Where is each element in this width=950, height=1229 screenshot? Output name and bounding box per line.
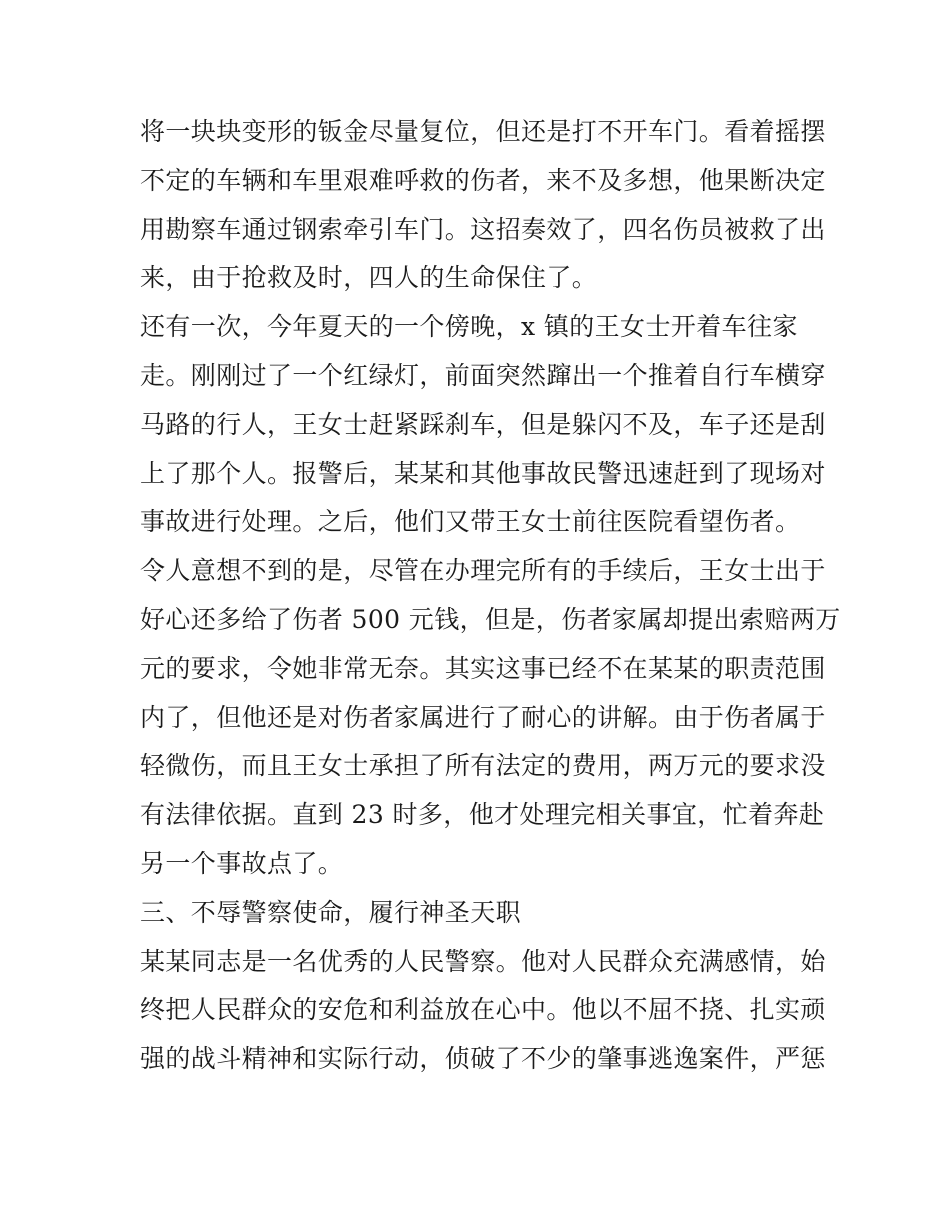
text-line: 走。刚刚过了一个红绿灯，前面突然蹿出一个推着自行车横穿 xyxy=(140,360,826,390)
text-line: 终把人民群众的安危和利益放在心中。他以不屈不挠、扎实顽 xyxy=(140,995,826,1025)
text-line: 元的要求，令她非常无奈。其实这事已经不在某某的职责范围 xyxy=(140,653,826,683)
document-body xyxy=(140,108,841,1084)
text-line: 另一个事故点了。 xyxy=(140,848,344,878)
text-line: 事故进行处理。之后，他们又带王女士前往医院看望伤者。 xyxy=(140,507,801,537)
text-line: 有法律依据。直到 23 时多，他才处理完相关事宜，忙着奔赴 xyxy=(140,800,825,830)
text-line: 某某同志是一名优秀的人民警察。他对人民群众充满感情，始 xyxy=(140,946,826,976)
text-line: 还有一次，今年夏天的一个傍晚，x 镇的王女士开着车往家 xyxy=(140,312,798,342)
text-line: 马路的行人，王女士赶紧踩刹车，但是躲闪不及，车子还是刮 xyxy=(140,409,826,439)
text-line: 来，由于抢救及时，四人的生命保住了。 xyxy=(140,263,598,293)
text-line: 好心还多给了伤者 500 元钱，但是，伤者家属却提出索赔两万 xyxy=(140,604,841,634)
text-line: 轻微伤，而且王女士承担了所有法定的费用，两万元的要求没 xyxy=(140,751,826,781)
text-line: 将一块块变形的钣金尽量复位，但还是打不开车门。看着摇摆 xyxy=(140,117,826,146)
text-line: 强的战斗精神和实际行动，侦破了不少的肇事逃逸案件，严惩 xyxy=(140,1044,826,1074)
text-line: 上了那个人。报警后，某某和其他事故民警迅速赶到了现场对 xyxy=(140,458,826,488)
text-line: 内了，但他还是对伤者家属进行了耐心的讲解。由于伤者属于 xyxy=(140,702,826,732)
section-heading: 三、不辱警察使命，履行神圣天职 xyxy=(140,897,522,927)
text-line: 用勘察车通过钢索牵引车门。这招奏效了，四名伤员被救了出 xyxy=(140,214,826,244)
text-line: 令人意想不到的是，尽管在办理完所有的手续后，王女士出于 xyxy=(140,556,826,586)
text-line: 不定的车辆和车里艰难呼救的伤者，来不及多想，他果断决定 xyxy=(140,165,826,195)
